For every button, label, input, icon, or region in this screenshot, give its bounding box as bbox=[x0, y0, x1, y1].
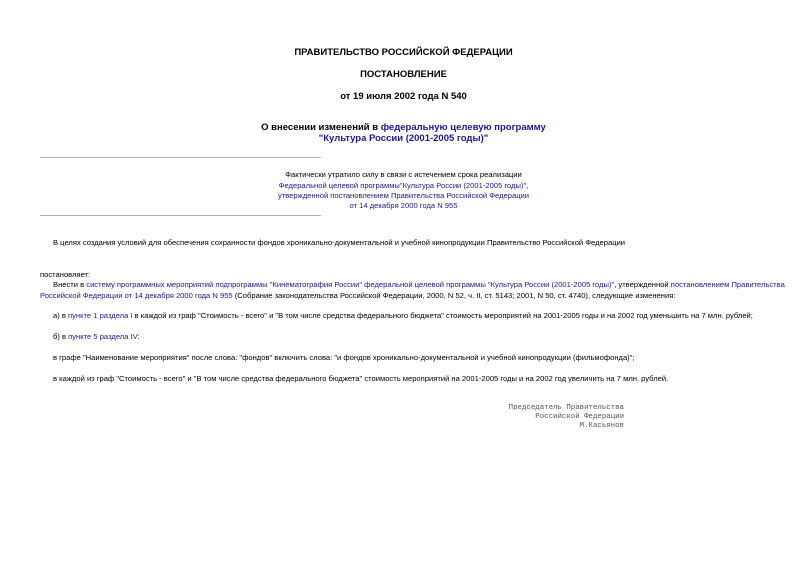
signature-block bbox=[509, 404, 624, 431]
title-prefix: О внесении изменений в bbox=[261, 122, 381, 133]
item-b-suffix: : bbox=[137, 332, 140, 341]
government-heading: ПРАВИТЕЛЬСТВО РОССИЙСКОЙ ФЕДЕРАЦИИ bbox=[294, 47, 513, 58]
signature-name: М.Касьянов bbox=[579, 422, 624, 430]
note-line-1: Фактически утратило силу в связи с истечением срока реализации bbox=[285, 170, 522, 179]
item-b-subparagraph-1: в графе "Наименование мероприятия" после слова: "фондов" включить слова: "и фондов хроникально-документальной и учебной кинопродукции (фильмофонда)"; bbox=[53, 353, 635, 362]
note-decree-link[interactable]: утвержденной постановлением Правительства Российской Федерации bbox=[277, 191, 530, 200]
title-program-link[interactable]: федеральную целевую программу bbox=[380, 122, 546, 133]
item-a-text: в каждой из граф "Стоимость - всего" и "В том числе средства федерального бюджета" стоимость мероприятий на 2001-2005 годы и на 2002 год уменьшить на 7 млн. рублей; bbox=[132, 311, 753, 320]
document-title bbox=[0, 122, 807, 133]
separator-top bbox=[40, 157, 321, 158]
item-b-subparagraph-2: в каждой из граф "Стоимость - всего" и "В том числе средства федерального бюджета" стоимость мероприятий на 2001-2005 годы и на 2002 год увеличить на 7 млн. рублей. bbox=[53, 374, 669, 383]
decree-link[interactable]: постановлением Правительства bbox=[670, 280, 785, 289]
preamble-paragraph: В целях создания условий для обеспечения сохранности фондов хроникально-документальной и учебной кинопродукции Правительство Российской Федерации bbox=[53, 238, 626, 247]
program-activities-link[interactable]: систему программных мероприятий подпрограммы "Кинематография России" федеральной целевой программы "Культура России (2001-2005 годы)" bbox=[86, 280, 615, 289]
item-a-paragraph bbox=[53, 311, 753, 320]
separator-bottom bbox=[40, 215, 321, 216]
item-b-paragraph bbox=[53, 332, 140, 341]
paragraph-1-text-c: (Собрание законодательства Российской Федерации, 2000, N 52, ч. II, ст. 5143; 2001, N 50, ст. 4740), следующие изменения: bbox=[232, 291, 676, 300]
signature-title: Председатель Правительства bbox=[508, 404, 624, 412]
paragraph-1-text-a: Внести в bbox=[53, 280, 87, 289]
item-a-link[interactable]: пункте 1 раздела I bbox=[68, 311, 133, 320]
signature-country: Российской Федерации bbox=[535, 413, 624, 421]
title-program-name-link[interactable]: "Культура России (2001-2005 годы)" bbox=[318, 133, 489, 144]
resolves-line: постановляет: bbox=[40, 270, 91, 279]
note-program-link[interactable]: Федеральной целевой программы"Культура России (2001-2005 годы)" bbox=[278, 181, 527, 190]
decree-date-link[interactable]: Российской Федерации от 14 декабря 2000 года N 955 bbox=[40, 291, 233, 300]
paragraph-1-text-b: , утвержденной bbox=[614, 280, 671, 289]
item-b-prefix: б) в bbox=[53, 332, 69, 341]
item-a-prefix: а) в bbox=[53, 311, 69, 320]
document-type-heading: ПОСТАНОВЛЕНИЕ bbox=[360, 69, 447, 80]
paragraph-1-line-2 bbox=[40, 291, 675, 300]
note-line-2 bbox=[0, 181, 807, 190]
document-date: от 19 июля 2002 года N 540 bbox=[340, 91, 467, 102]
note-line-2-tail: , bbox=[526, 181, 529, 190]
item-b-link[interactable]: пункте 5 раздела IV bbox=[68, 332, 138, 341]
paragraph-1-line-1 bbox=[53, 280, 785, 289]
note-decree-date-link[interactable]: от 14 декабря 2000 года N 955 bbox=[349, 201, 458, 210]
